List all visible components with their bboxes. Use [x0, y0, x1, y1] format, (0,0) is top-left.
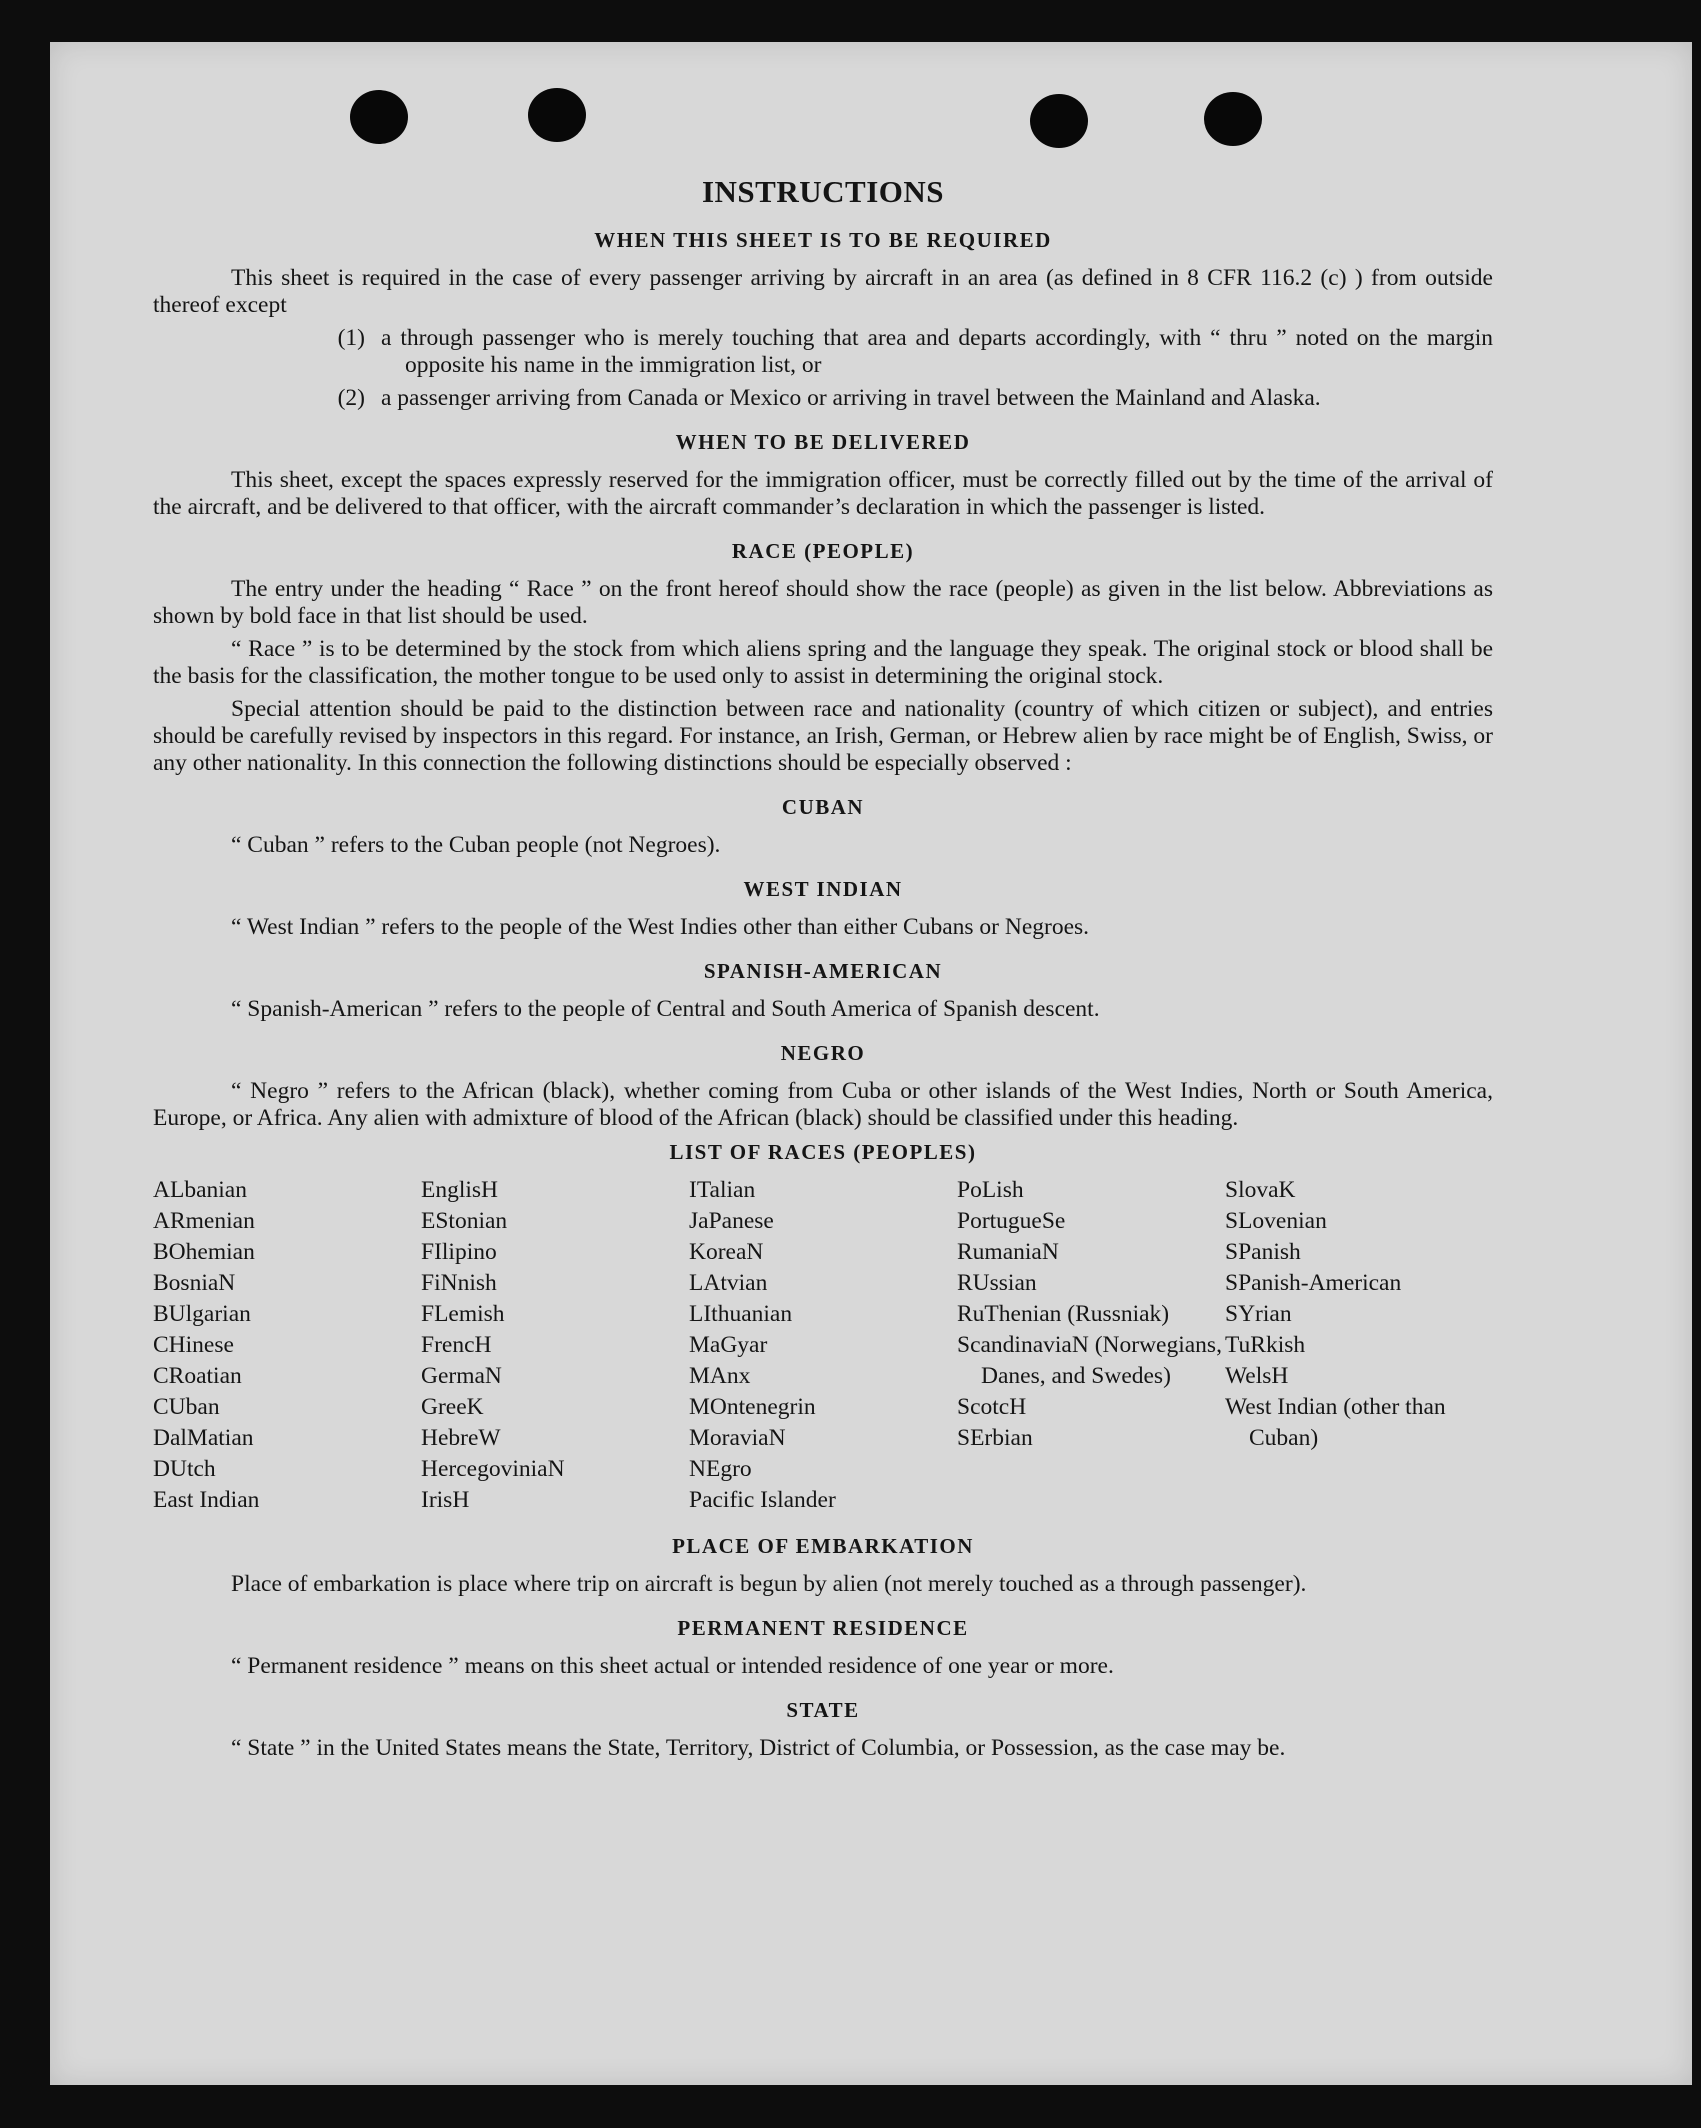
page-title: INSTRUCTIONS [701, 174, 944, 209]
race-item: East Indian [153, 1487, 260, 1513]
race-item: RUssian [957, 1270, 1037, 1296]
race-item: West Indian (other than Cuban) [1225, 1394, 1446, 1451]
race-item: DalMatian [153, 1425, 254, 1451]
section-heading: SPANISH-AMERICAN [703, 959, 943, 983]
race-item: MoraviaN [689, 1425, 786, 1451]
race-item: SPanish-American [1225, 1270, 1402, 1296]
race-item: HercegoviniaN [421, 1456, 565, 1482]
race-item: SErbian [957, 1425, 1033, 1451]
race-item: MOntenegrin [689, 1394, 816, 1420]
section-heading: WEST INDIAN [743, 877, 903, 901]
section-heading: PERMANENT RESIDENCE [677, 1616, 969, 1640]
section-text: This sheet is required in the case of every passenger arriving by aircraft in an area (as defined in 8 CFR 116.2 (c) ) from outside thereof except [153, 265, 1493, 318]
race-item: ITalian [689, 1177, 756, 1203]
section-heading: WHEN THIS SHEET IS TO BE REQUIRED [594, 228, 1052, 252]
section-heading: PLACE OF EMBARKATION [672, 1534, 974, 1558]
exception-item [153, 325, 1493, 379]
section-text: The entry under the heading “ Race ” on the front hereof should show the race (people) as given in the list below. Abbreviations as shown by bold face in that list should be used. [153, 576, 1493, 629]
race-item: SlovaK [1225, 1177, 1296, 1203]
exception-number: (1) [337, 325, 365, 351]
race-item: SLovenian [1225, 1208, 1327, 1234]
race-item: LAtvian [689, 1270, 768, 1296]
race-item: RuThenian (Russniak) [957, 1301, 1170, 1327]
race-item: FIlipino [421, 1239, 497, 1265]
race-item: MaGyar [689, 1332, 768, 1358]
races-column [957, 1175, 1225, 1516]
race-item: EStonian [421, 1208, 508, 1234]
race-item: FLemish [421, 1301, 505, 1327]
section-text: Place of embarkation is place where trip on aircraft is begun by alien (not merely touched as a through passenger). [231, 1571, 1307, 1597]
race-item: PortugueSe [957, 1208, 1066, 1234]
exception-number: (2) [337, 385, 365, 411]
race-item: ScotcH [957, 1394, 1027, 1420]
section-heading: RACE (PEOPLE) [731, 539, 915, 563]
section-text: “ Cuban ” refers to the Cuban people (not Negroes). [231, 832, 721, 858]
exception-item [153, 385, 1493, 412]
race-item: KoreaN [689, 1239, 764, 1265]
race-item: WelsH [1225, 1363, 1289, 1389]
race-item: Pacific Islander [689, 1487, 836, 1513]
section-text: “ Spanish-American ” refers to the people of Central and South America of Spanish descent. [231, 996, 1100, 1022]
race-item: PoLish [957, 1177, 1024, 1203]
race-item: MAnx [689, 1363, 751, 1389]
races-column [153, 1175, 421, 1516]
section-text: “ Permanent residence ” means on this sheet actual or intended residence of one year or more. [231, 1653, 1114, 1679]
race-item: CRoatian [153, 1363, 242, 1389]
section-heading: CUBAN [781, 795, 865, 819]
race-item: ALbanian [153, 1177, 247, 1203]
race-item: FrencH [421, 1332, 492, 1358]
races-column [421, 1175, 689, 1516]
exception-text: a passenger arriving from Canada or Mexico or arriving in travel between the Mainland and Alaska. [381, 385, 1321, 411]
race-item: ScandinaviaN (Norwegians, Danes, and Swedes) [957, 1332, 1222, 1389]
section-text: “ Race ” is to be determined by the stock from which aliens spring and the language they speak. The original stock or blood shall be the basis for the classification, the mother tongue to be used only to assist in determining the original stock. [153, 636, 1493, 689]
instructions-content [153, 132, 1493, 1762]
section-text: Special attention should be paid to the distinction between race and nationality (country of which citizen or subject), and entries should be carefully revised by inspectors in this regard. For instance, an Irish, German, or Hebrew alien by race might be of English, Swiss, or any other nationality. In this connection the following distinctions should be especially observed : [153, 696, 1493, 776]
section-text: “ State ” in the United States means the State, Territory, District of Columbia, or Possession, as the case may be. [231, 1735, 1286, 1761]
races-column [689, 1175, 957, 1516]
section-heading: STATE [786, 1698, 860, 1722]
race-item: BOhemian [153, 1239, 255, 1265]
race-item: TuRkish [1225, 1332, 1306, 1358]
race-item: DUtch [153, 1456, 216, 1482]
race-item: CHinese [153, 1332, 234, 1358]
section-text: “ West Indian ” refers to the people of the West Indies other than either Cubans or Negroes. [231, 914, 1090, 940]
race-item: FiNnish [421, 1270, 497, 1296]
race-item: IrisH [421, 1487, 470, 1513]
race-item: EnglisH [421, 1177, 499, 1203]
race-item: JaPanese [689, 1208, 774, 1234]
race-item: RumaniaN [957, 1239, 1059, 1265]
race-item: ARmenian [153, 1208, 255, 1234]
race-item: GermaN [421, 1363, 502, 1389]
race-item: GreeK [421, 1394, 484, 1420]
exception-text: a through passenger who is merely touching that area and departs accordingly, with “ thru ” noted on the margin opposite his name in the immigration list, or [381, 325, 1493, 378]
race-item: NEgro [689, 1456, 752, 1482]
section-text: This sheet, except the spaces expressly reserved for the immigration officer, must be correctly filled out by the time of the arrival of the aircraft, and be delivered to that officer, with the aircraft commander’s declaration in which the passenger is listed. [153, 467, 1493, 520]
race-item: BUlgarian [153, 1301, 251, 1327]
race-item: SYrian [1225, 1301, 1292, 1327]
section-heading: NEGRO [780, 1041, 866, 1065]
race-item: SPanish [1225, 1239, 1301, 1265]
races-list [153, 1175, 1493, 1516]
race-item: BosniaN [153, 1270, 236, 1296]
section-heading: WHEN TO BE DELIVERED [675, 430, 971, 454]
race-item: CUban [153, 1394, 220, 1420]
race-item: LIthuanian [689, 1301, 793, 1327]
races-heading: LIST OF RACES (PEOPLES) [669, 1140, 977, 1164]
race-item: HebreW [421, 1425, 501, 1451]
races-column [1225, 1175, 1493, 1516]
section-text: “ Negro ” refers to the African (black), whether coming from Cuba or other islands of the West Indies, North or South America, Europe, or Africa. Any alien with admixture of blood of the African (black) should be classified under this heading. [153, 1078, 1493, 1131]
